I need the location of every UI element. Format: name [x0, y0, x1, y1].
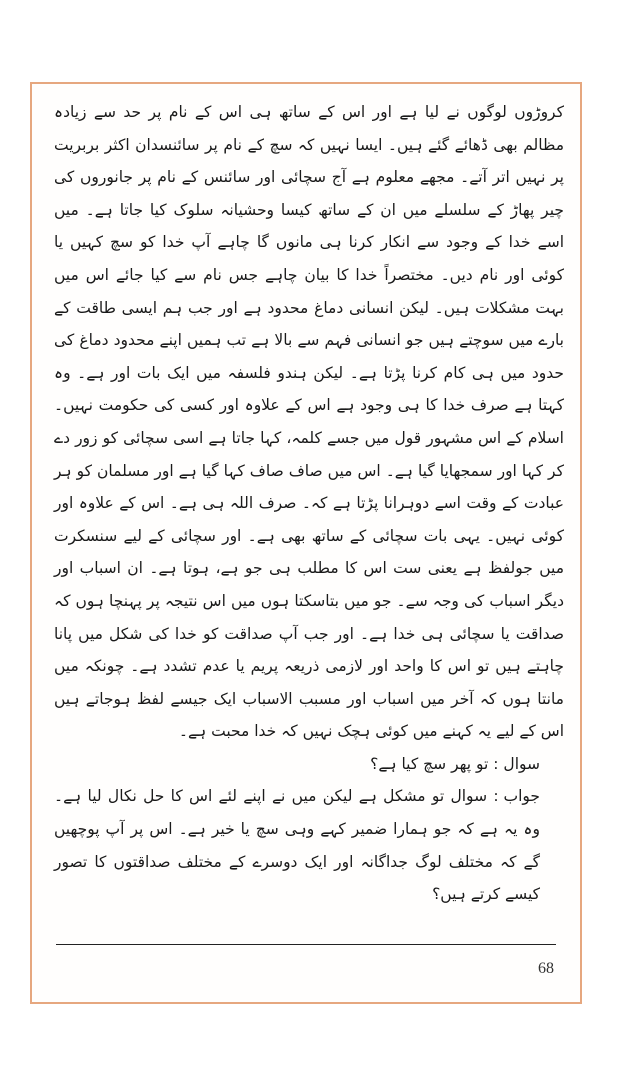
- question-text: تو پھر سچ کیا ہے؟: [370, 754, 489, 773]
- answer-label: جواب :: [493, 787, 540, 806]
- question-line: [54, 748, 564, 781]
- page-number: 68: [538, 960, 554, 977]
- body-text: [54, 96, 564, 911]
- main-paragraph: کروڑوں لوگوں نے لیا ہے اور اس کے ساتھ ہی اس کے نام پر حد سے زیادہ مظالم بھی ڈھائے گئے ہیں۔ ایسا نہیں کہ سچ کے نام پر سائنسدان اکثر بربریت پر نہیں اتر آتے۔ مجھے معلوم ہے آج سچائی اور سائنس کے نام پر جانوروں کی چیر پھاڑ کے سلسلے میں ان کے ساتھ کیسا وحشیانہ سلوک کیا جاتا ہے۔ میں اسے خدا کے وجود سے انکار کرنا ہی مانوں گا چاہے آپ خدا کو سچ کہیں یا کوئی اور نام دیں۔ مختصراً خدا کا بیان چاہے جس نام سے کیا جائے اس میں بہت مشکلات ہیں۔ لیکن انسانی دماغ محدود ہے اور جب ہم ایسی طاقت کے بارے میں سوچتے ہیں جو انسانی فہم سے بالا ہے تب ہمیں اپنے محدود دماغ کی حدود میں ہی کام کرنا پڑتا ہے۔ لیکن ہندو فلسفہ میں ایک بات اور ہے۔ وہ کہتا ہے صرف خدا کا ہی وجود ہے اس کے علاوہ اور کسی کی حکومت نہیں۔ اسلام کے اس مشہور قول میں جسے کلمہ، کہا جاتا ہے اسی سچائی کو زور دے کر کہا اور سمجھایا گیا ہے۔ اس میں صاف صاف کہا گیا ہے اور مسلمان کو ہر عبادت کے وقت اسے دوہرانا پڑتا ہے کہ۔ صرف اللہ ہی ہے۔ اس کے علاوہ اور کوئی نہیں۔ یہی بات سچائی کے ساتھ بھی ہے۔ اور سچائی کے لیے سنسکرت میں جولفظ ہے یعنی ست اس کا مطلب ہی جو ہے، ہوتا ہے۔ ان اسباب اور دیگر اسباب کی وجہ سے۔ جو میں بتاسکتا ہوں میں اس نتیجہ پر پہنچا ہوں کہ صداقت یا سچائی ہی خدا ہے۔ اور جب آپ صداقت کو خدا کی شکل میں پانا چاہتے ہیں تو اس کا واحد اور لازمی ذریعہ پریم یا عدم تشدد ہے۔ چونکہ میں مانتا ہوں کہ آخر میں اسباب اور مسبب الاسباب ایک جیسے لفظ ہوجاتے ہیں اس کے لیے یہ کہنے میں کوئی ہچک نہیں کہ خدا محبت ہے۔: [54, 103, 564, 741]
- answer-paragraph: [54, 780, 564, 910]
- answer-text: سوال تو مشکل ہے لیکن میں نے اپنے لئے اس کا حل نکال لیا ہے۔ وہ یہ ہے کہ جو ہمارا ضمیر کہے وہی سچ یا خیر ہے۔ اس پر آپ پوچھیں گے کہ مختلف لوگ جداگانہ اور ایک دوسرے کے مختلف صداقتوں کا تصور کیسے کرتے ہیں؟: [54, 787, 540, 904]
- footer-divider: [56, 944, 556, 945]
- question-label: سوال :: [493, 754, 540, 773]
- page-frame: [30, 82, 582, 1004]
